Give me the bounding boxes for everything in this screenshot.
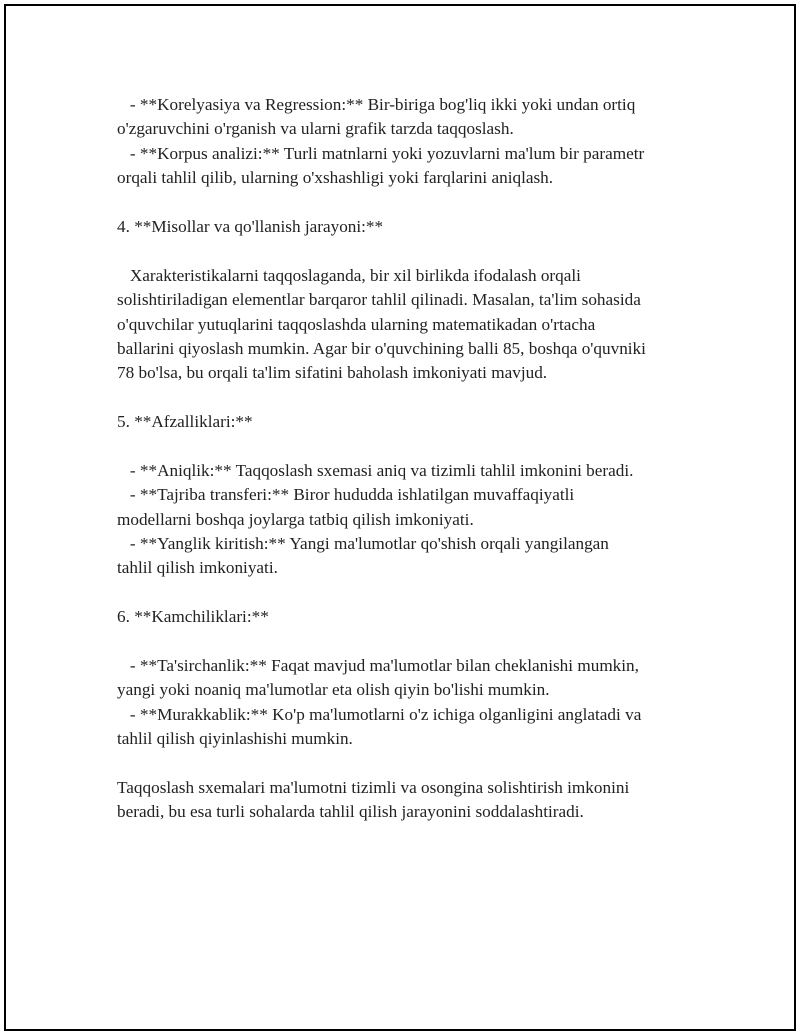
blank-line: [117, 239, 707, 263]
text-line: yangi yoki noaniq ma'lumotlar eta olish qiyin bo'lishi mumkin.: [117, 680, 550, 700]
blank-line: [117, 191, 707, 215]
text-line: modellarni boshqa joylarga tatbiq qilish imkoniyati.: [117, 509, 474, 529]
text-line: - **Korelyasiya va Regression:** Bir-biriga bog'liq ikki yoki undan ortiq: [117, 95, 636, 114]
text-line: orqali tahlil qilib, ularning o'xshashligi yoki farqlarini aniqlash.: [117, 168, 554, 188]
text-line: ballarini qiyoslash mumkin. Agar bir o'quvchining balli 85, boshqa o'quvniki: [117, 338, 646, 358]
text-line: - **Aniqlik:** Taqqoslash sxemasi aniq va tizimli tahlil imkonini beradi.: [117, 460, 634, 480]
text-line: o'zgaruvchini o'rganish va ularni grafik tarzda taqqoslash.: [117, 119, 514, 139]
text-line: - **Murakkablik:** Ko'p ma'lumotlarni o'z ichiga olganligini anglatadi va: [117, 704, 642, 724]
blank-line: [117, 630, 707, 654]
text-line: tahlil qilish qiyinlashishi mumkin.: [117, 729, 353, 749]
blank-line: [117, 581, 707, 605]
text-line: Xarakteristikalarni taqqoslaganda, bir xil birlikda ifodalash orqali: [117, 265, 581, 285]
blank-line: [117, 434, 707, 458]
text-line: o'quvchilar yutuqlarini taqqoslashda ularning matematikadan o'rtacha: [117, 314, 596, 334]
text-line: beradi, bu esa turli sohalarda tahlil qilish jarayonini soddalashtiradi.: [117, 802, 584, 822]
section-heading: 4. **Misollar va qo'llanish jarayoni:**: [117, 216, 384, 236]
text-line: - **Korpus analizi:** Turli matnlarni yoki yozuvlarni ma'lum bir parametr: [117, 143, 645, 163]
text-line: - **Yanglik kiritish:** Yangi ma'lumotlar qo'shish orqali yangilangan: [117, 534, 609, 554]
section-heading: 5. **Afzalliklari:**: [117, 412, 253, 432]
blank-line: [117, 386, 707, 410]
text-line: 78 bo'lsa, bu orqali ta'lim sifatini baholash imkoniyati mavjud.: [117, 363, 548, 383]
text-line: solishtiriladigan elementlar barqaror tahlil qilinadi. Masalan, ta'lim sohasida: [117, 290, 641, 310]
text-line: - **Tajriba transferi:** Biror hududda ishlatilgan muvaffaqiyatli: [117, 485, 575, 505]
document-body: [117, 93, 707, 825]
text-line: - **Ta'sirchanlik:** Faqat mavjud ma'lumotlar bilan cheklanishi mumkin,: [117, 655, 639, 675]
text-line: tahlil qilish imkoniyati.: [117, 558, 278, 578]
text-line: Taqqoslash sxemalari ma'lumotni tizimli va osongina solishtirish imkonini: [117, 777, 630, 797]
blank-line: [117, 752, 707, 776]
section-heading: 6. **Kamchiliklari:**: [117, 607, 269, 627]
